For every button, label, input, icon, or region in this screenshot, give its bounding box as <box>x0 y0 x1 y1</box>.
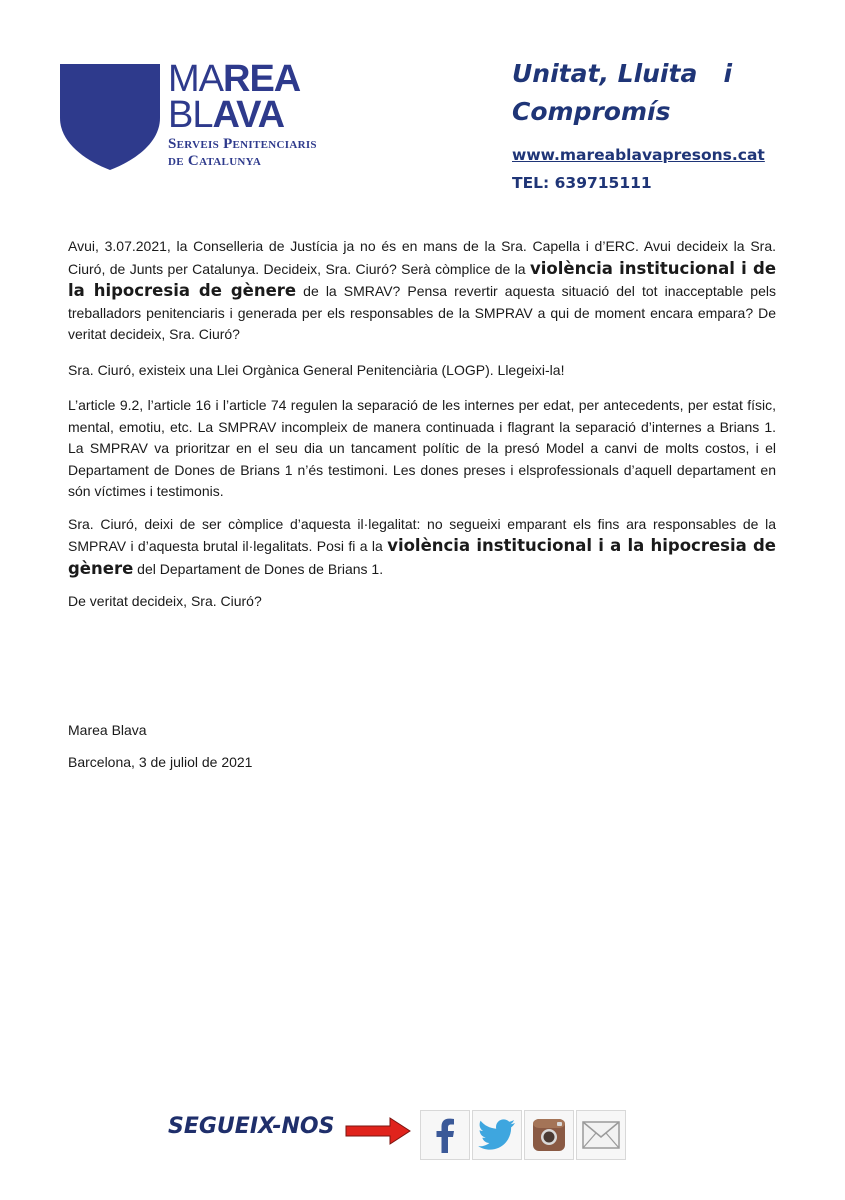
letter-body <box>68 236 776 624</box>
facebook-button[interactable] <box>420 1110 470 1160</box>
email-button[interactable] <box>576 1110 626 1160</box>
slogan <box>512 55 772 131</box>
facebook-icon <box>429 1117 461 1153</box>
slogan-line-2: Compromís <box>512 97 671 126</box>
phone-number: TEL: 639715111 <box>512 174 652 192</box>
instagram-icon <box>532 1118 566 1152</box>
signature-place-date: Barcelona, 3 de juliol de 2021 <box>68 754 253 770</box>
arrow-right-icon <box>344 1116 412 1146</box>
paragraph-1: Avui, 3.07.2021, la Conselleria de Justícia ja no és en mans de la Sra. Capella i d’ERC. Avui decideix la Sra. Ciuró, de Junts per Catalunya. Decideix, Sra. Ciuró? Serà còmplice de la violència institucional i de la hipocresia de gènere de la SMRAV? Pensa revertir aquesta situació del tot inacceptable pels treballadors penitenciaris i generada per els responsables de la SMPRAV a qui de moment encara empara? De veritat decideix, Sra. Ciuró? <box>68 238 777 342</box>
follow-us-label: SEGUEIX-NOS <box>168 1114 335 1139</box>
instagram-button[interactable] <box>524 1110 574 1160</box>
paragraph-5: De veritat decideix, Sra. Ciuró? <box>68 593 262 609</box>
twitter-icon <box>478 1119 516 1151</box>
shield-icon <box>58 60 162 172</box>
logo-line-1: MAREA <box>168 58 301 100</box>
logo-subtitle-2: de Catalunya <box>168 153 262 169</box>
highlight-text: violència institucional i de la hipocresia de gènere <box>68 258 777 300</box>
website-link[interactable]: www.mareablavapresons.cat <box>512 146 765 164</box>
twitter-button[interactable] <box>472 1110 522 1160</box>
highlight-text: violència institucional i a la hipocresia de gènere <box>68 536 776 578</box>
email-icon <box>582 1121 620 1149</box>
logo-line-2: BLAVA <box>168 94 285 136</box>
paragraph-2: Sra. Ciuró, existeix una Llei Orgànica General Penitenciària (LOGP). Llegeixi-la! <box>68 361 565 378</box>
logo-subtitle-1: Serveis Penitenciaris <box>168 136 317 152</box>
signature-name: Marea Blava <box>68 722 147 738</box>
paragraph-3: L’article 9.2, l’article 16 i l’article 74 regulen la separació de les internes per edat, per antecedents, per estat físic, mental, emotiu, etc. La SMPRAV incompleix de manera continuada i flagrant la separació d’internes a Brians 1. La SMPRAV va prioritzar en el seu dia un tancament polític de la presó Model a canvi de molts costos, i el Departament de Dones de Brians 1 n’és testimoni. Les dones preses i elsprofessionals d’aquell departament en són víctimes i testimonis. <box>68 397 776 499</box>
marea-blava-logo <box>58 60 358 180</box>
paragraph-4: Sra. Ciuró, deixi de ser còmplice d’aquesta il·legalitat: no segueixi emparant els fins ara responsables de la SMPRAV i d’aquesta brutal il·legalitats. Posi fi a la violència institucional i a la hipocresia de gènere del Departament de Dones de Brians 1. <box>68 515 776 578</box>
slogan-line-1: Unitat, Lluita i <box>512 59 733 88</box>
